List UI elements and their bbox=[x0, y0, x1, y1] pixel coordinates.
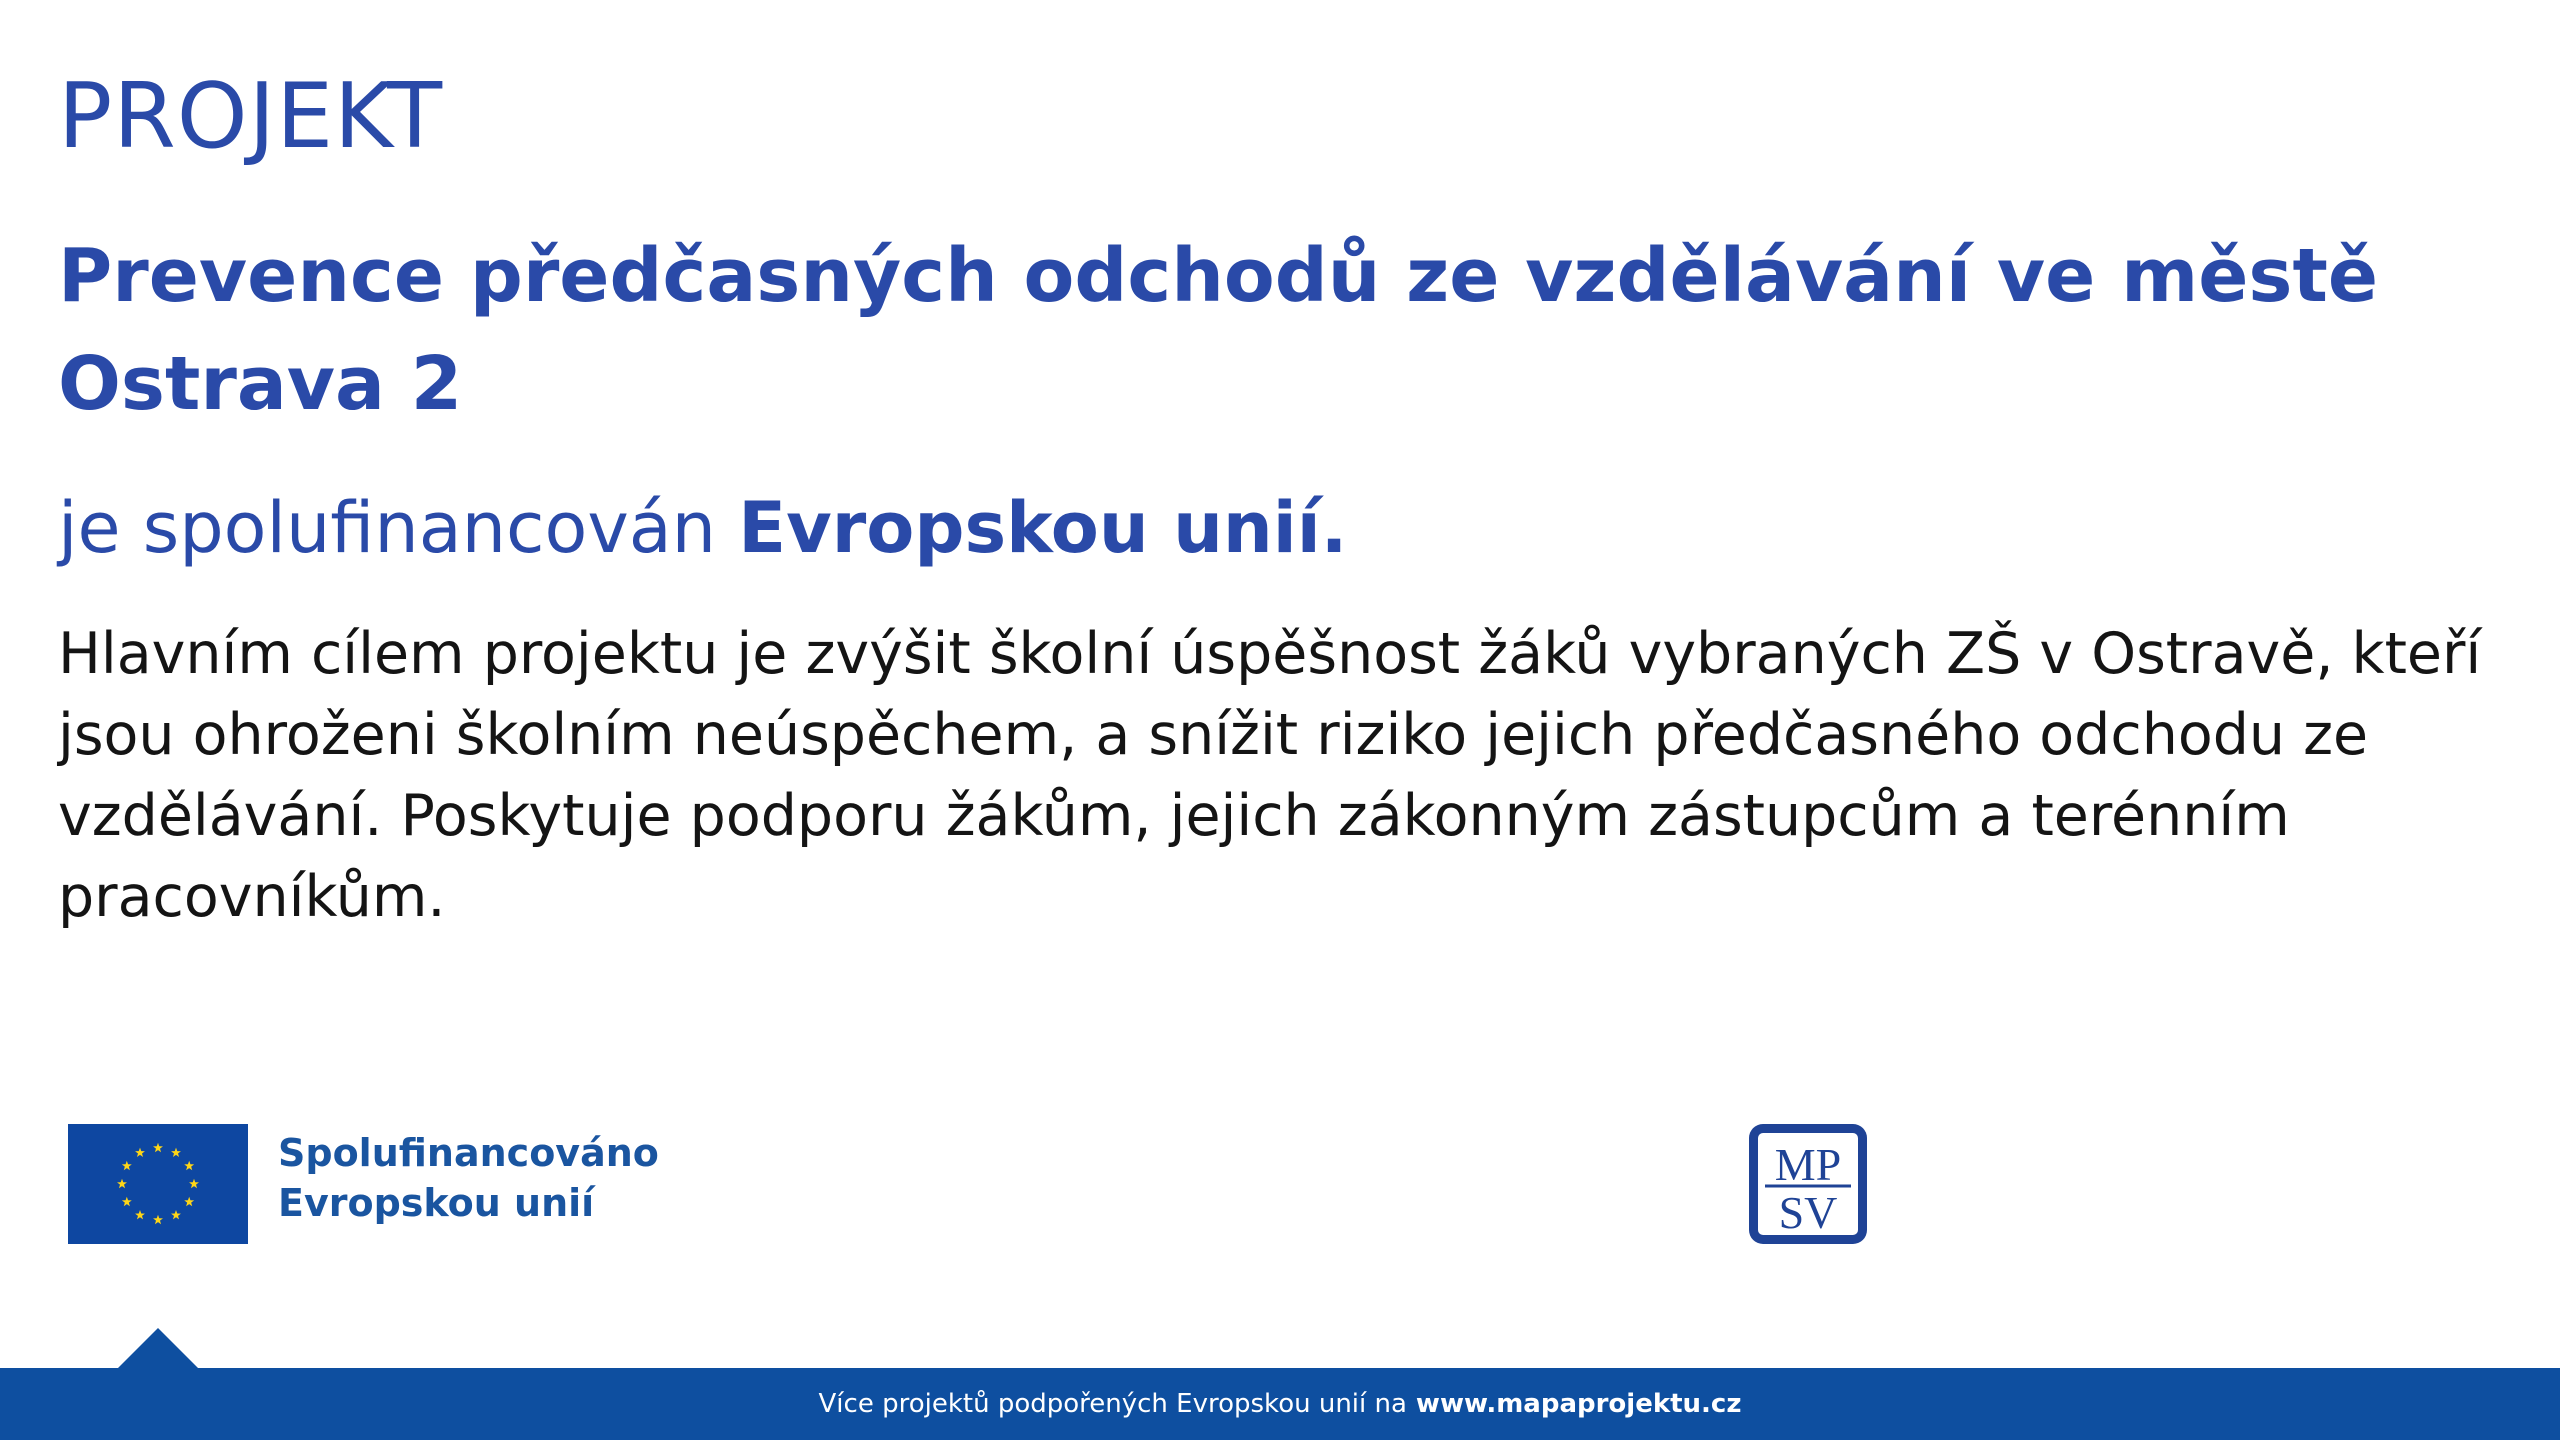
eu-flag-icon bbox=[68, 1124, 248, 1244]
cofunding-emphasis: Evropskou unií. bbox=[738, 487, 1348, 569]
mpsv-logo-bottom-text: SV bbox=[1778, 1187, 1838, 1238]
footer-website-link[interactable]: www.mapaprojektu.cz bbox=[1415, 1389, 1742, 1419]
eu-logo-line-1: Spolufinancováno bbox=[278, 1131, 659, 1175]
footer-notch bbox=[118, 1328, 198, 1368]
project-title: Prevence předčasných odchodů ze vzdělávání ve městě Ostrava 2 bbox=[58, 233, 2379, 427]
footer-text: Více projektů podpořených Evropskou unií na bbox=[818, 1389, 1407, 1419]
cofunding-statement bbox=[58, 478, 1347, 578]
mpsv-logo-icon bbox=[1749, 1124, 1867, 1244]
cofunding-prefix: je spolufinancován bbox=[58, 487, 717, 569]
eu-flag-background bbox=[68, 1124, 248, 1244]
project-kicker: PROJEKT bbox=[58, 64, 444, 169]
mpsv-logo-top-text: MP bbox=[1774, 1139, 1842, 1190]
eu-logo-line-2: Evropskou unií bbox=[278, 1181, 595, 1225]
project-description: Hlavním cílem projektu je zvýšit školní úspěšnost žáků vybraných ZŠ v Ostravě, kteří jsou ohroženi školním neúspěchem, a snížit riziko jejich předčasného odchodu ze vzdělávání. Poskytuje podporu žákům, jejich zákonným zástupcům a terénním pracovníkům. bbox=[58, 621, 2482, 930]
eu-logo-text bbox=[278, 1128, 659, 1228]
footer-bar bbox=[0, 1368, 2560, 1440]
eu-cofunding-logo bbox=[68, 1124, 659, 1244]
